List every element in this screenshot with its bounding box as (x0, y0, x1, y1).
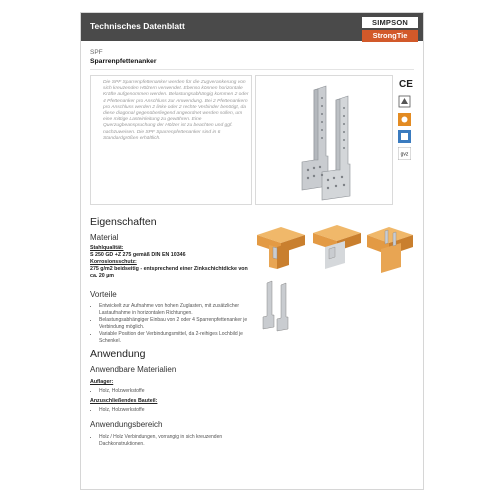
simpson-strongtie-logo (362, 17, 418, 42)
auflager-list (90, 388, 264, 396)
product-name: Sparrenpfettenanker (90, 58, 157, 65)
section-vorteile: Vorteile (90, 290, 117, 299)
certification-icons (394, 75, 416, 203)
dop-document-icon (398, 95, 411, 108)
vorteile-item: • Variable Position der Verbindungsmittel, da 2-reihiges Lochbild je Schenkel. (99, 331, 264, 344)
logo-strongtie-text: StrongTie (362, 30, 418, 42)
vorteile-list (90, 303, 264, 346)
product-code: SPF (90, 49, 103, 56)
stahl-value: S 250 GD +Z 275 gemäß DIN EN 10346 (90, 252, 186, 258)
section-anwendung: Anwendung (90, 348, 146, 360)
installation-drawing-3 (367, 227, 413, 273)
header-bar (81, 13, 423, 41)
vorteile-item: • Belastungsabhängiger Einbau von 2 oder 4 Sparrenpfettenanker je Verbindung möglich. (99, 317, 264, 330)
application-info-icon (398, 130, 411, 143)
ce-mark-icon: CE (399, 79, 413, 90)
stahl-label: Stahlqualität: (90, 245, 124, 251)
bauteil-list (90, 407, 264, 415)
installation-drawing-2 (313, 225, 361, 269)
connector-pair-small (263, 281, 288, 331)
gvz-badge-text: gvz (400, 151, 409, 158)
korrosion-value: 275 g/m2 beidseitig - entsprechend einer Zinkschichtdicke von ca. 20 µm (90, 266, 248, 279)
section-eigenschaften: Eigenschaften (90, 216, 157, 228)
application-illustrations (255, 223, 415, 333)
sparrenpfettenanker-image (256, 76, 392, 204)
anwendungsbereich-list (90, 434, 264, 448)
installation-drawing-1 (257, 227, 305, 269)
logo-simpson-text: SIMPSON (362, 17, 418, 28)
gvz-badge-icon (398, 147, 411, 160)
divider (90, 69, 414, 70)
auflager-item: • Holz, Holzwerkstoffe (99, 388, 264, 395)
section-material: Material (90, 233, 119, 242)
auflager-label: Auflager: (90, 379, 114, 385)
product-description: Die SPF Sparrenpfettenanker werden für die Zugverankerung von sich kreuzenden Hölzern verwendet. Ebenso können horizontale Kräfte aufgenommen werden. Belastungsabhängig kommen 2 oder 4 Pfettenanker pro Anschluss zur Anwendung. Bei 2 Pfettenankern pro Anschluss werden 2 linke oder 2 rechte Verbinder benötigt, da diese diagonal gegenüberliegend angeordnet werden sollen, um eine mittige Lasteinleitung zu gewähren. Eine Querzugbeanspruchung der Hölzer ist zu beachten und ggf. nachzuweisen. Die SPF Sparrenpfettenanker sind in 6 Standardgrößen erhältlich. (103, 80, 249, 141)
product-image-box (255, 75, 393, 205)
document-title: Technisches Datenblatt (90, 21, 185, 31)
korrosion-label: Korrosionsschutz: (90, 259, 137, 265)
corrosion-class-icon (398, 113, 411, 126)
description-box (90, 75, 252, 205)
anwendungsbereich-item: • Holz / Holz Verbindungen, vorrangig in sich kreuzenden Dachkonstruktionen. (99, 434, 264, 447)
material-specs (90, 245, 255, 280)
bauteil-item: • Holz, Holzwerkstoffe (99, 407, 264, 414)
datasheet-page (80, 12, 424, 490)
section-anwendbare-materialien: Anwendbare Materialien (90, 365, 177, 374)
bauteil-label: Anzuschließendes Bauteil: (90, 398, 158, 404)
installation-drawings (255, 223, 415, 333)
vorteile-item: • Entwickelt zur Aufnahme von hohen Zuglasten, mit zusätzlicher Lastaufnahme in horizontalen Richtungen. (99, 303, 264, 316)
section-anwendungsbereich: Anwendungsbereich (90, 420, 163, 429)
